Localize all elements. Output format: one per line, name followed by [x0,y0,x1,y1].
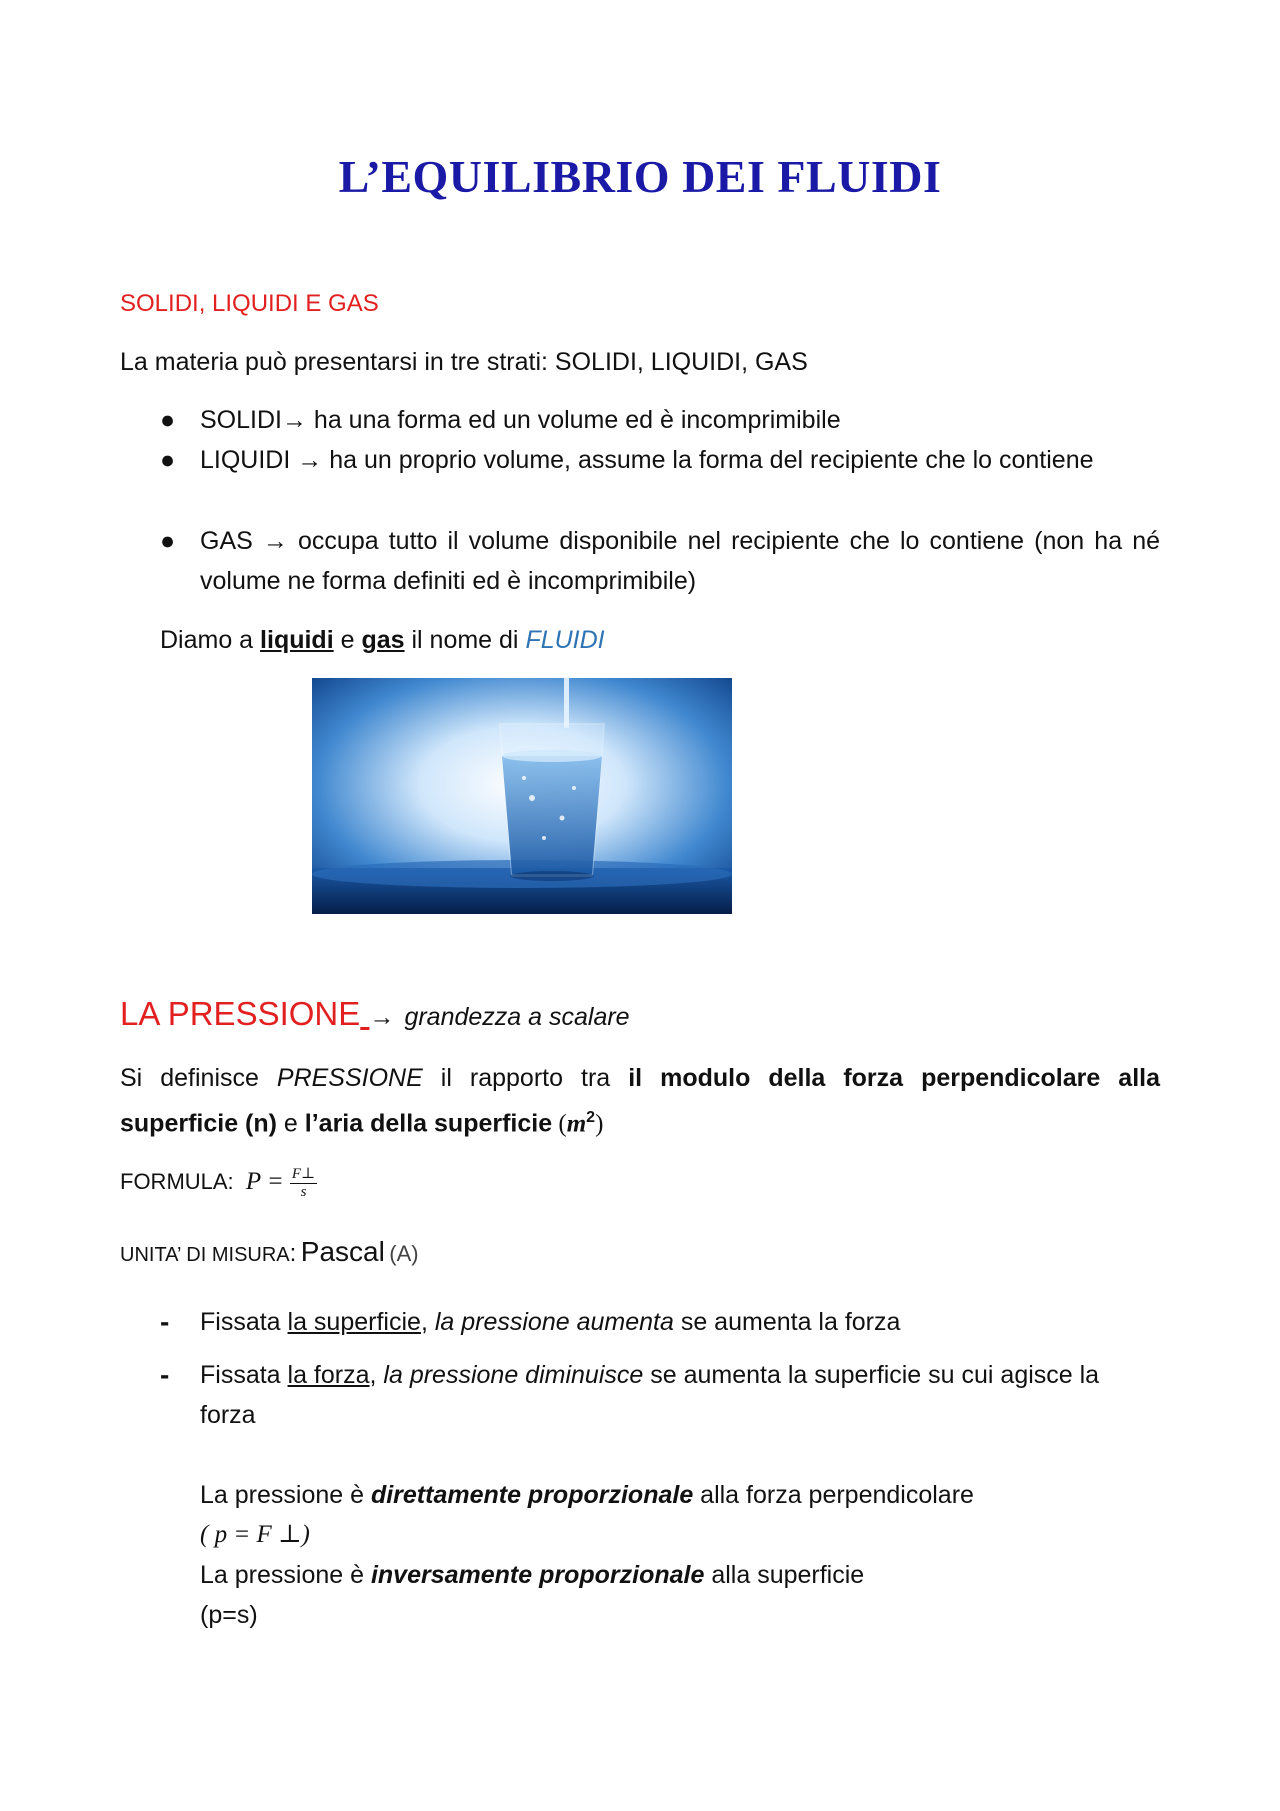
formula-fraction: $\frac{F\perp}{s}$ [291,1165,316,1200]
bullet-icon: ● [160,446,176,474]
relation-direct-formula: ( p = F ⊥) [200,1521,310,1548]
list-item: ● LIQUIDI → ha un proprio volume, assume la forma del recipiente che lo contiene [160,440,1160,480]
fluids-definition: Diamo a liquidi e gas il nome di FLUIDI [160,626,605,654]
dash-icon: - [160,1306,170,1337]
relation-inverse: La pressione è inversamente proporzionale alla superficie [200,1561,865,1589]
section-heading-states: SOLIDI, LIQUIDI E GAS [120,290,379,317]
relation-direct: La pressione è direttamente proporzionale alla forza perpendicolare [200,1481,974,1509]
pressure-formula: FORMULA: P = $\frac{F\perp}{s}$ [120,1165,316,1200]
intro-paragraph: La materia può presentarsi in tre strati: SOLIDI, LIQUIDI, GAS [120,348,808,376]
list-item: - Fissata la superficie, la pressione aumenta se aumenta la forza [160,1302,1160,1342]
dash-icon: - [160,1359,170,1390]
section-heading-pressure: LA PRESSIONE → grandezza a scalare [120,995,630,1032]
unit-of-measure: UNITA’ DI MISURA: Pascal (A) [120,1236,419,1267]
bullet-icon: ● [160,527,176,555]
pressure-definition: Si definisce PRESSIONE il rapporto tra il modulo della forza perpendicolare alla superficie (n) e l’aria della superficie $(m^2)$ [120,1064,1160,1138]
water-glass-illustration [312,678,732,914]
water-glass-image [312,678,732,914]
relation-inverse-formula: (p=s) [200,1601,258,1629]
bullet-icon: ● [160,406,176,434]
page-title: L’EQUILIBRIO DEI FLUIDI [338,151,942,202]
list-item: - Fissata la forza, la pressione diminuisce se aumenta la superficie su cui agisce la forza [160,1355,1160,1435]
list-item: ● GAS → occupa tutto il volume disponibile nel recipiente che lo contiene (non ha né volume ne forma definiti ed è incomprimibile) [160,521,1160,601]
list-item: ● SOLIDI→ ha una forma ed un volume ed è incomprimibile [160,400,1160,440]
